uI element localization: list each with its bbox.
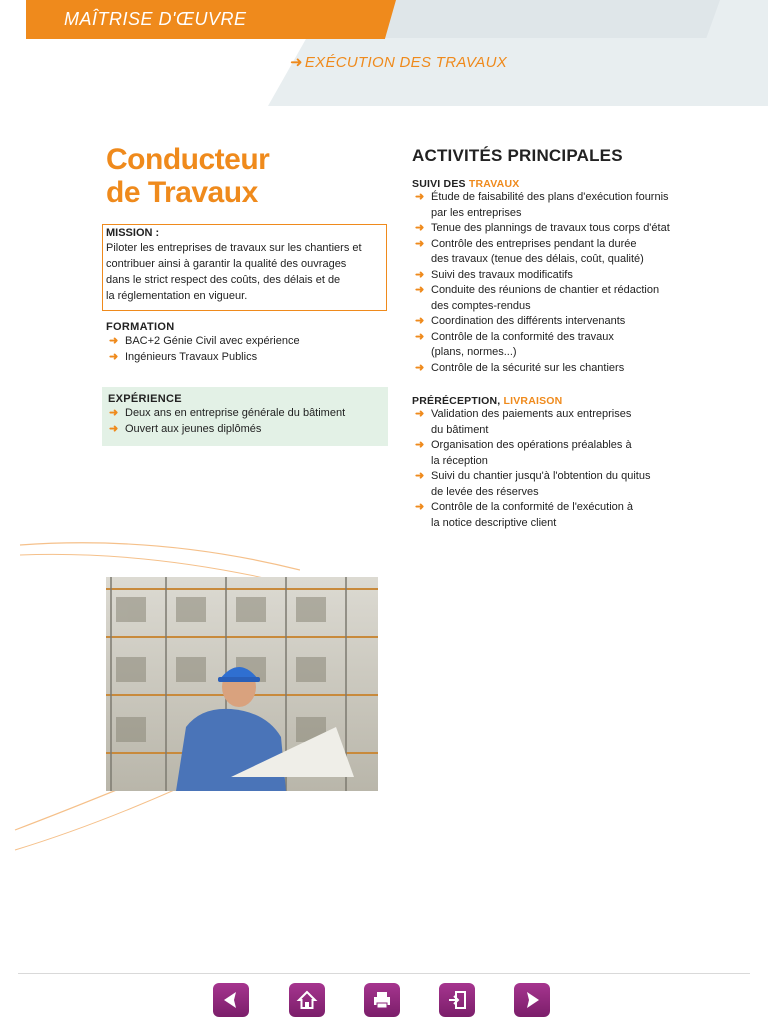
arrow-right-icon: ➜ — [109, 422, 119, 435]
list-item — [412, 268, 712, 284]
list-item — [412, 314, 712, 330]
header-grey-band — [380, 0, 720, 38]
experience-section — [102, 387, 388, 446]
list-item-line: Tenue des plannings de travaux tous corps d'état — [431, 222, 670, 234]
list-item: ➜ BAC+2 Génie Civil avec expérience — [106, 334, 386, 350]
list-item-line: Suivi du chantier jusqu'à l'obtention du quitus — [431, 470, 651, 482]
construction-photo — [106, 577, 378, 791]
exit-icon — [446, 989, 468, 1011]
list-item — [412, 237, 712, 268]
print-icon — [371, 989, 393, 1011]
list-item-line: du bâtiment — [431, 423, 489, 436]
home-button[interactable] — [289, 983, 325, 1017]
list-item-line: (plans, normes...) — [431, 346, 517, 358]
previous-button[interactable] — [213, 983, 249, 1017]
list-item-line: Organisation des opérations préalables à — [431, 439, 632, 451]
list-item-line: des travaux (tenue des délais, coût, qualité) — [431, 253, 644, 265]
list-item-line: Coordination des différents intervenants — [431, 315, 626, 327]
arrow-right-icon: ➜ — [290, 54, 303, 71]
mission-line: dans le strict respect des coûts, des délais et de — [106, 274, 341, 286]
formation-label: FORMATION — [106, 321, 175, 333]
mission-line: la réglementation en vigueur. — [106, 290, 248, 302]
arrow-right-icon: ➜ — [415, 470, 425, 482]
activities-title: ACTIVITÉS PRINCIPALES — [412, 146, 623, 165]
list-item: ➜ Deux ans en entreprise générale du bâtiment — [106, 406, 384, 422]
next-button[interactable] — [514, 983, 550, 1017]
arrow-right-icon: ➜ — [415, 191, 425, 203]
list-item-line: Contrôle de la conformité des travaux — [431, 330, 614, 343]
list-item — [412, 221, 712, 237]
section-title: MAÎTRISE D'ŒUVRE — [64, 9, 247, 29]
list-item: ➜ Ouvert aux jeunes diplômés — [106, 422, 384, 438]
next-icon — [521, 989, 543, 1011]
exit-button[interactable] — [439, 983, 475, 1017]
list-item — [412, 283, 712, 314]
mission-label: MISSION : — [106, 227, 160, 239]
arrow-right-icon: ➜ — [415, 237, 425, 250]
subsection-title — [290, 53, 507, 71]
mission-line: Piloter les entreprises de travaux sur les chantiers et — [106, 242, 362, 254]
arrow-right-icon: ➜ — [415, 439, 425, 451]
list-item-line: la réception — [431, 454, 488, 467]
reception-list — [412, 407, 712, 531]
arrow-right-icon: ➜ — [109, 407, 119, 419]
suivi-section — [412, 178, 712, 376]
job-title — [106, 143, 269, 209]
arrow-right-icon: ➜ — [109, 350, 119, 363]
previous-icon — [220, 989, 242, 1011]
list-item-line: Conduite des réunions de chantier et rédaction — [431, 284, 660, 296]
formation-section — [106, 321, 386, 365]
arrow-right-icon: ➜ — [415, 268, 425, 281]
experience-list — [106, 406, 384, 437]
job-title-line: de Travaux — [106, 176, 258, 209]
list-item-line: Contrôle de la conformité de l'exécution à — [431, 501, 634, 513]
experience-label: EXPÉRIENCE — [108, 393, 182, 405]
list-item-line: par les entreprises — [431, 206, 522, 219]
job-title-line: Conducteur — [106, 143, 270, 176]
arrow-right-icon: ➜ — [109, 335, 119, 347]
list-item — [412, 361, 712, 377]
list-item — [412, 469, 712, 500]
list-item-line: Validation des paiements aux entreprises — [431, 408, 632, 420]
footer-divider — [18, 973, 750, 974]
arrow-right-icon: ➜ — [415, 222, 425, 234]
mission-box — [102, 224, 387, 311]
reception-section — [412, 395, 712, 531]
arrow-right-icon: ➜ — [415, 315, 425, 327]
suivi-list — [412, 190, 712, 376]
arrow-right-icon: ➜ — [415, 408, 425, 420]
arrow-right-icon: ➜ — [415, 501, 425, 513]
list-item-line: la notice descriptive client — [431, 516, 557, 529]
arrow-right-icon: ➜ — [415, 330, 425, 343]
list-item — [412, 407, 712, 438]
suivi-heading: SUIVI DES TRAVAUX — [412, 178, 520, 190]
list-item — [412, 190, 712, 221]
list-item: ➜ Ingénieurs Travaux Publics — [106, 350, 386, 366]
list-item-line: Suivi des travaux modificatifs — [431, 268, 573, 281]
subsection-label: EXÉCUTION DES TRAVAUX — [304, 54, 508, 71]
list-item-line: des comptes-rendus — [431, 299, 531, 312]
list-item — [412, 438, 712, 469]
list-item-line: Étude de faisabilité des plans d'exécution fournis — [431, 191, 669, 203]
list-item — [412, 500, 712, 531]
mission-line: contribuer ainsi à garantir la qualité des ouvrages — [106, 258, 347, 270]
list-item — [412, 330, 712, 361]
list-item-line: Contrôle des entreprises pendant la durée — [431, 237, 637, 250]
home-icon — [296, 989, 318, 1011]
reception-heading: PRÉRÉCEPTION, LIVRAISON — [412, 395, 563, 407]
formation-list — [106, 334, 386, 365]
arrow-right-icon: ➜ — [415, 361, 425, 374]
list-item-line: Contrôle de la sécurité sur les chantiers — [431, 361, 625, 374]
list-item-line: de levée des réserves — [431, 485, 539, 498]
arrow-right-icon: ➜ — [415, 284, 425, 296]
print-button[interactable] — [364, 983, 400, 1017]
